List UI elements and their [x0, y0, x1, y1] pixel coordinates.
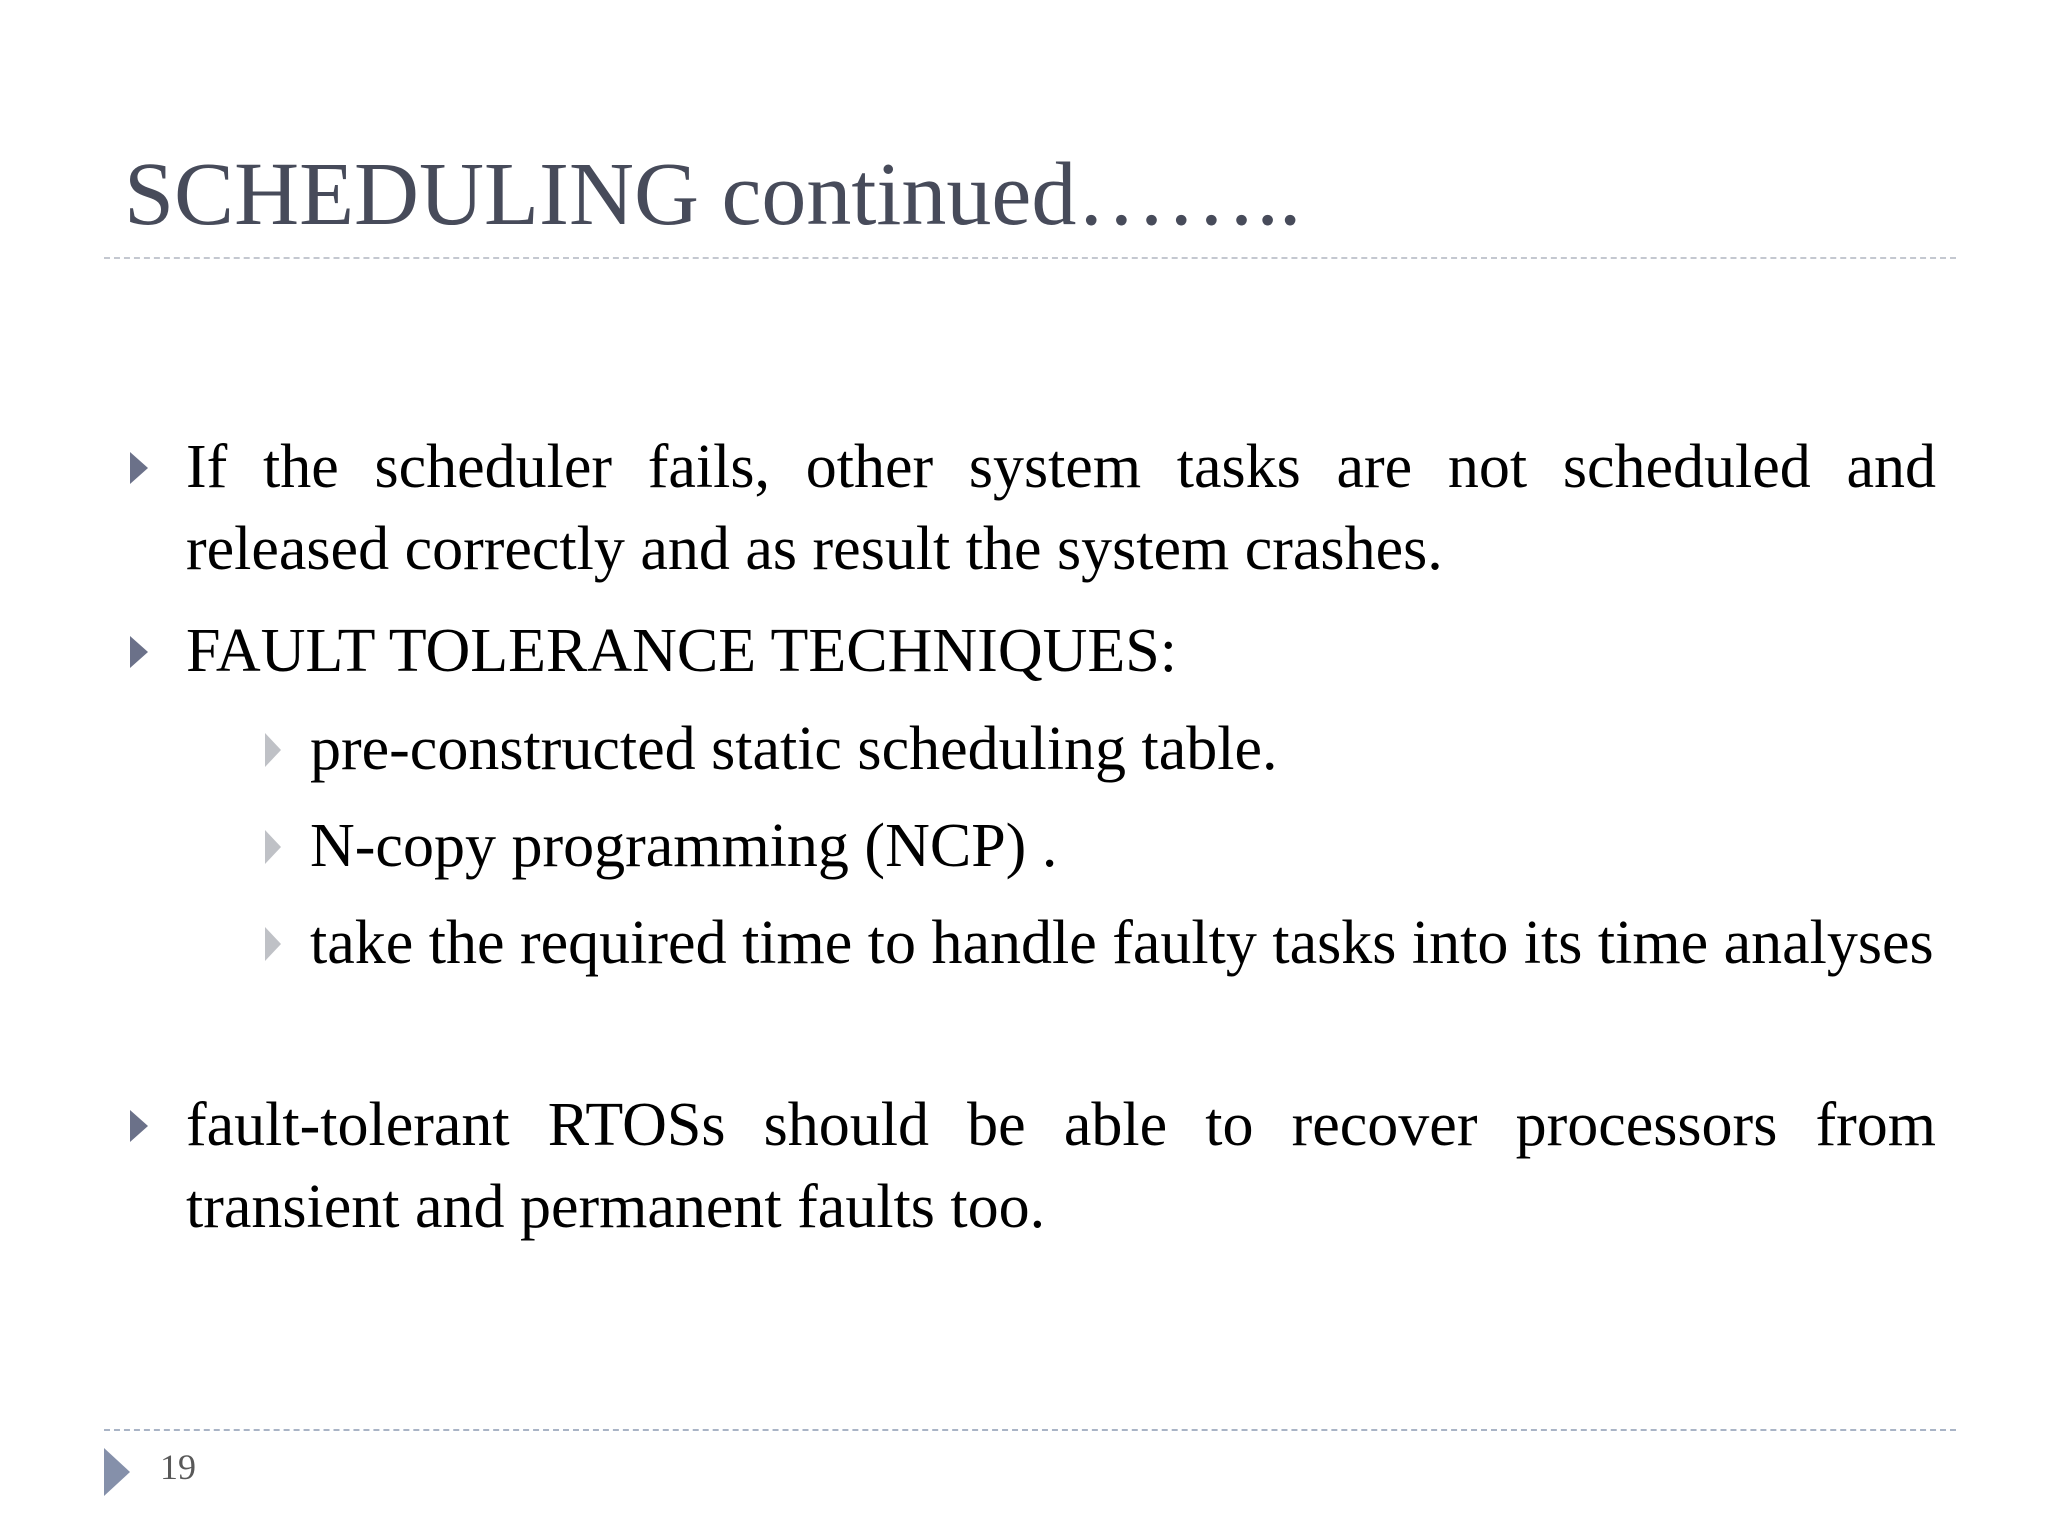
bullet-item: fault-tolerant RTOSs should be able to recover processors from transient and permanent faults too. [186, 1091, 1936, 1241]
slide-title: SCHEDULING continued…….. [124, 145, 1302, 244]
bullet-item: FAULT TOLERANCE TECHNIQUES: [186, 617, 1177, 685]
bullet-item: If the scheduler fails, other system tasks are not scheduled and released correctly and as result the system crashes. [186, 433, 1936, 583]
sub-bullet-item: pre-constructed static scheduling table. [310, 715, 1278, 783]
sub-bullet-arrow-icon [265, 927, 281, 961]
footer-divider [104, 1429, 1956, 1431]
page-number: 19 [160, 1447, 196, 1487]
sub-bullet-item: N-copy programming (NCP) . [310, 812, 1058, 880]
title-divider [104, 257, 1956, 259]
bullet-arrow-icon [130, 1110, 148, 1142]
bullet-arrow-icon [130, 452, 148, 484]
footer-arrow-icon [104, 1448, 130, 1496]
sub-bullet-arrow-icon [265, 830, 281, 864]
sub-bullet-item: take the required time to handle faulty tasks into its time analyses [310, 909, 1934, 977]
bullet-arrow-icon [130, 636, 148, 668]
sub-bullet-arrow-icon [265, 733, 281, 767]
